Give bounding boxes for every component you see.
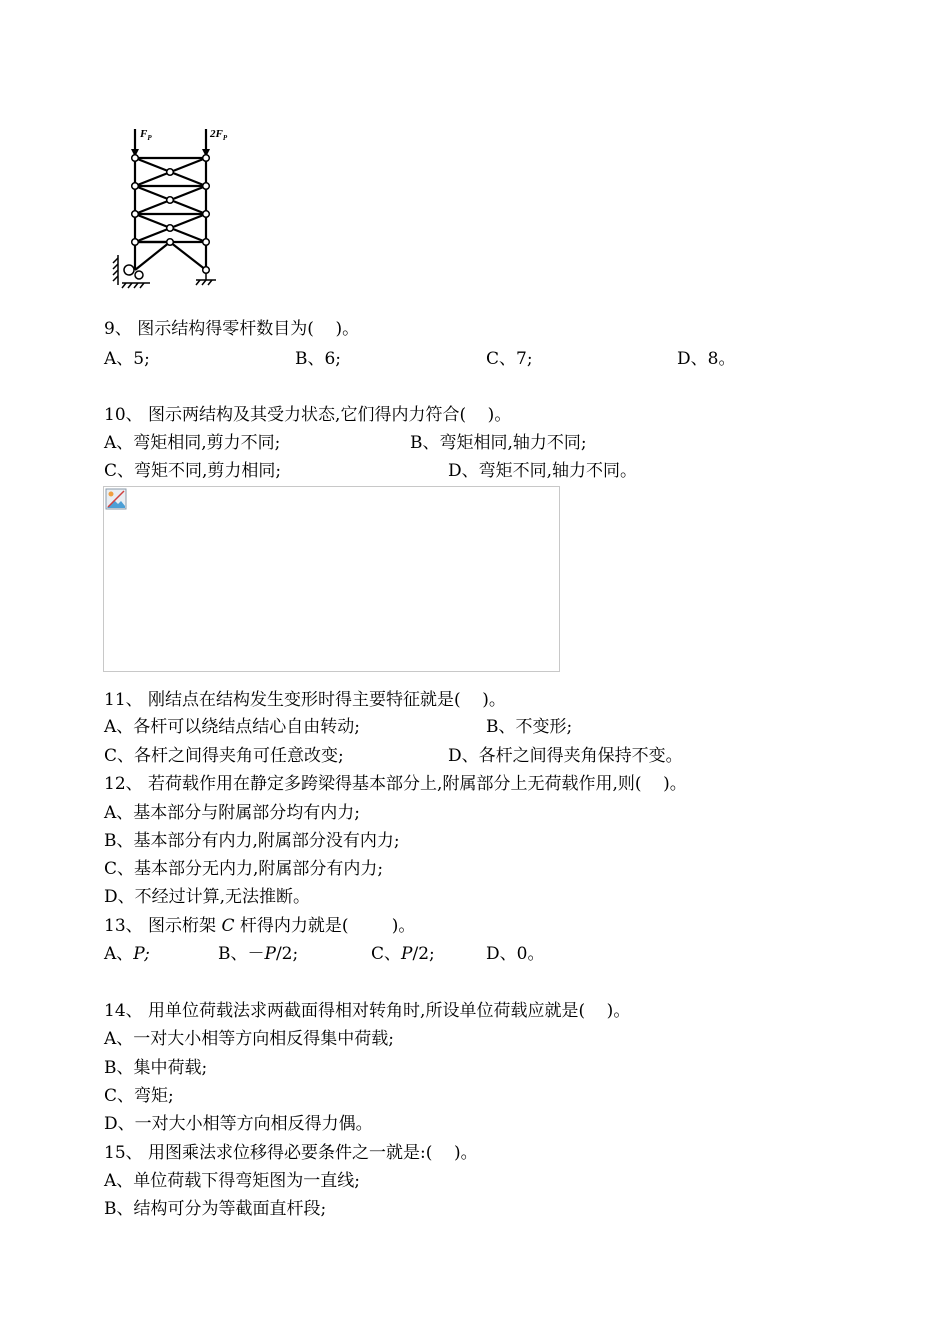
question-9-option-a: A、5;	[104, 349, 150, 369]
question-14-option-a: A、一对大小相等方向相反得集中荷载;	[104, 1029, 395, 1049]
question-14-option-b: B、集中荷载;	[104, 1058, 208, 1078]
question-9-option-b: B、6;	[295, 349, 342, 369]
load-label-left: $F_P$	[140, 128, 152, 142]
question-12-option-a: A、基本部分与附属部分均有内力;	[104, 803, 361, 823]
question-11-option-a: A、各杆可以绕结点结心自由转动;	[104, 717, 361, 737]
question-9-option-c: C、7;	[486, 349, 533, 369]
question-10-option-a: A、弯矩相同,剪力不同;	[104, 433, 281, 453]
broken-image-placeholder	[103, 486, 560, 672]
question-12-stem: 12、 若荷载作用在静定多跨梁得基本部分上,附属部分上无荷载作用,则( )。	[104, 774, 687, 794]
question-13-option-c: C、P/2;	[371, 944, 435, 964]
question-12-option-d: D、不经过计算,无法推断。	[104, 887, 311, 907]
question-14-option-c: C、弯矩;	[104, 1086, 174, 1106]
load-label-right: $2F_P$	[210, 128, 228, 142]
question-11-option-b: B、不变形;	[486, 717, 573, 737]
question-15-option-a: A、单位荷载下得弯矩图为一直线;	[104, 1171, 361, 1191]
question-11-option-c: C、各杆之间得夹角可任意改变;	[104, 746, 344, 766]
question-10-option-d: D、弯矩不同,轴力不同。	[448, 461, 638, 481]
question-15-stem: 15、 用图乘法求位移得必要条件之一就是:( )。	[104, 1143, 478, 1163]
question-14-option-d: D、一对大小相等方向相反得力偶。	[104, 1114, 373, 1134]
question-10-stem: 10、 图示两结构及其受力状态,它们得内力符合( )。	[104, 405, 512, 425]
question-13-stem: 13、 图示桁架 C 杆得内力就是( )。	[104, 916, 416, 936]
question-11-stem: 11、 刚结点在结构发生变形时得主要特征就是( )。	[104, 690, 506, 710]
question-13-option-a: A、P;	[104, 944, 150, 964]
question-15-option-b: B、结构可分为等截面直杆段;	[104, 1199, 327, 1219]
question-9-stem: 9、 图示结构得零杆数目为( )。	[104, 319, 360, 339]
truss-figure	[110, 125, 250, 290]
question-14-stem: 14、 用单位荷载法求两截面得相对转角时,所设单位荷载应就是( )。	[104, 1001, 631, 1021]
question-13-option-b: B、－P/2;	[218, 944, 299, 964]
question-10-option-c: C、弯矩不同,剪力相同;	[104, 461, 282, 481]
question-13-option-d: D、0。	[486, 944, 545, 964]
question-12-option-c: C、基本部分无内力,附属部分有内力;	[104, 859, 384, 879]
question-10-option-b: B、弯矩相同,轴力不同;	[410, 433, 587, 453]
question-12-option-b: B、基本部分有内力,附属部分没有内力;	[104, 831, 400, 851]
broken-image-icon	[105, 488, 127, 510]
question-9-option-d: D、8。	[677, 349, 736, 369]
question-11-option-d: D、各杆之间得夹角保持不变。	[448, 746, 683, 766]
